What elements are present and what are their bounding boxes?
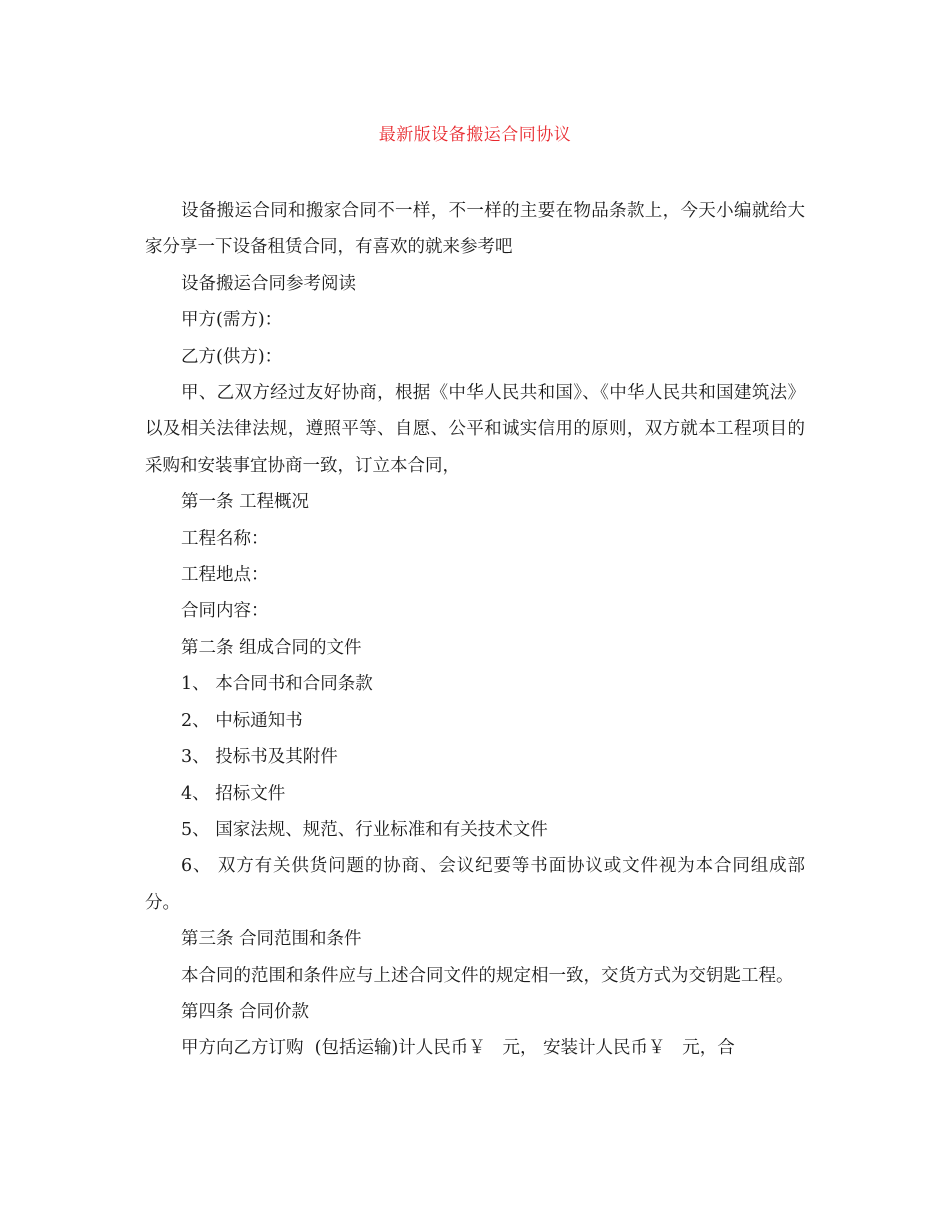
article-4-heading: 第四条 合同价款 xyxy=(181,1001,310,1022)
document-title: 最新版设备搬运合同协议 xyxy=(378,125,572,145)
paragraph-intro: 设备搬运合同和搬家合同不一样，不一样的主要在物品条款上，今天小编就给大家分享一下设备租赁合同，有喜欢的就来参考吧 xyxy=(145,201,805,258)
list-item-5: 5、 国家法规、规范、行业标准和有关技术文件 xyxy=(181,819,548,840)
article-3-heading: 第三条 合同范围和条件 xyxy=(181,929,362,950)
paragraph-project-name: 工程名称： xyxy=(181,528,269,549)
paragraph-price: 甲方向乙方订购 (包括运输)计人民币￥ 元， 安装计人民币￥ 元，合 xyxy=(181,1038,735,1059)
list-item-4: 4、 招标文件 xyxy=(181,783,286,804)
article-1-heading: 第一条 工程概况 xyxy=(181,492,310,513)
list-item-6: 6、 双方有关供货问题的协商、会议纪要等书面协议或文件视为本合同组成部分。 xyxy=(145,856,805,913)
article-2-heading: 第二条 组成合同的文件 xyxy=(181,637,362,658)
list-item-1: 1、 本合同书和合同条款 xyxy=(181,674,373,695)
list-item-3: 3、 投标书及其附件 xyxy=(181,747,338,768)
document-body xyxy=(145,193,805,1067)
paragraph-party-a: 甲方(需方)： xyxy=(181,310,283,331)
list-item-2: 2、 中标通知书 xyxy=(181,710,303,731)
paragraph-contract-content: 合同内容： xyxy=(181,601,269,622)
paragraph-scope: 本合同的范围和条件应与上述合同文件的规定相一致，交货方式为交钥匙工程。 xyxy=(181,965,794,986)
paragraph-reference-heading: 设备搬运合同参考阅读 xyxy=(181,273,356,294)
paragraph-party-b: 乙方(供方)： xyxy=(181,346,283,367)
paragraph-project-location: 工程地点： xyxy=(181,565,269,586)
paragraph-preamble: 甲、乙双方经过友好协商，根据《中华人民共和国》、《中华人民共和国建筑法》以及相关法律法规，遵照平等、自愿、公平和诚实信用的原则，双方就本工程项目的采购和安装事宜协商一致，订立本合同， xyxy=(145,383,805,476)
